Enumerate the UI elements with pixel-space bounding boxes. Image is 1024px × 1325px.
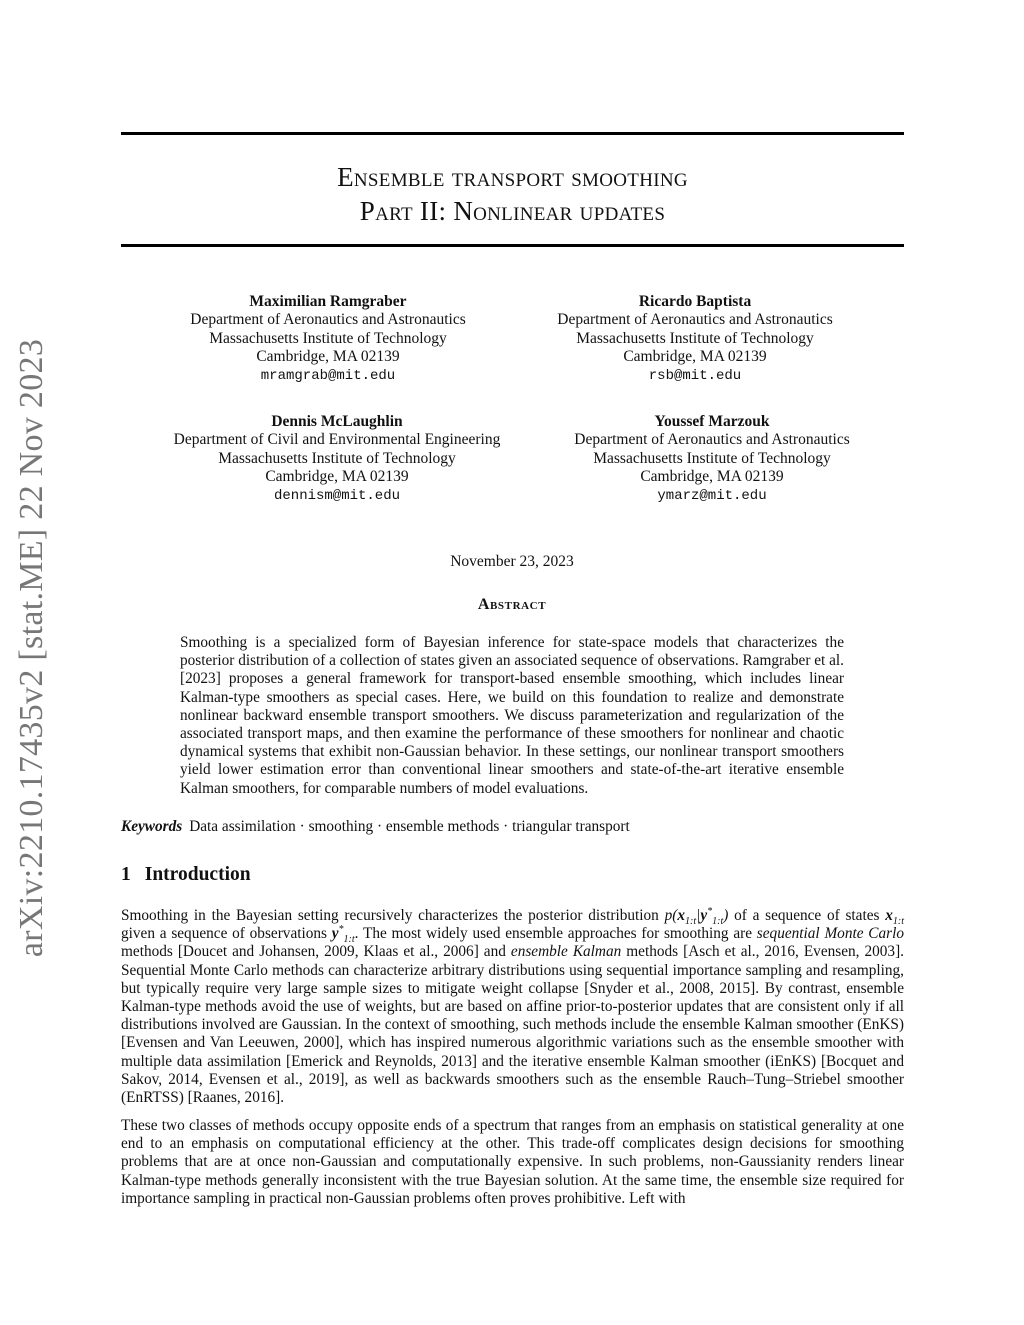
states-formula [885,907,904,928]
author-address: Cambridge, MA 02139 [623,348,767,366]
intro-p1-text-6: methods [Asch et al., 2016, Evensen, 2003]. Sequential Monte Carlo methods can characterize arbitrary distributions using sequential importance sampling and resampling, but typically require very large sample sizes to mitigate weight collapse [Snyder et al., 2008, 2015]. By contrast, ensemble Kalman-type methods avoid the use of weights, but are based on affine prior-to-posterior updates that are consistent only if all distributions involved are Gaussian. In the context of smoothing, such methods include the ensemble Kalman smoother (EnKS) [Evensen and Van Leeuwen, 2000], which has inspired numerous algorithmic variations such as the ensemble smoother with multiple data assimilation [Emerick and Reynolds, 2013] and the iterative ensemble Kalman smoother (iEnKS) [Bocquet and Sakov, 2014, Evensen et al., 2019], as well as backwards smoothers such as the ensemble Rauch–Tung–Striebel smoother (EnRTSS) [Raanes, 2016]. [121,943,904,1107]
arxiv-identifier-stamp [2,338,62,958]
author-block-4 [512,413,912,505]
intro-p1-text-4: . The most widely used ensemble approaches for smoothing are [354,925,757,943]
author-department: Department of Civil and Environmental Engineering [173,431,501,449]
abstract-heading: Abstract [477,596,547,613]
section-number: 1 [121,864,131,885]
section-title: Introduction [144,864,251,885]
author-block-3 [137,413,537,505]
math-p: p [664,907,673,924]
author-name: Ricardo Baptista [638,293,752,310]
posterior-formula: $p(x_{1:t}|y^*_{1:t})$ [664,905,729,928]
paper-title [121,160,904,228]
intro-p1-text-1: Smoothing in the Bayesian setting recursively characterizes the posterior distribution [121,907,665,924]
author-block-2 [495,293,895,385]
section-heading-introduction [121,864,251,886]
math-sub: 1:t [343,934,355,946]
author-email: mramgrab@mit.edu [260,367,396,384]
math-sub: 1:t [685,916,697,928]
math-x: x [885,907,893,924]
author-institution: Massachusetts Institute of Technology [218,449,456,467]
author-block-1 [128,293,528,385]
intro-p1-text-5: methods [Doucet and Johansen, 2009, Klaas et al., 2006] and [121,943,511,961]
math-star: * [338,924,344,936]
math-star: * [707,905,713,917]
math-sub: 1:t [892,916,904,928]
intro-p1-text-3: given a sequence of observations [121,925,332,943]
author-name: Youssef Marzouk [654,413,770,430]
author-name: Dennis McLaughlin [271,413,403,430]
author-email: ymarz@mit.edu [657,487,767,504]
keywords-line [121,818,630,836]
abstract-text: Smoothing is a specialized form of Bayesian inference for state-space models that characterizes the posterior distribution of a collection of states given an associated sequence of observations. Ramgraber et al. [2023] proposes a general framework for transport-based ensemble smoothing, which includes linear Kalman-type smoothers as special cases. Here, we build on this foundation to realize and demonstrate nonlinear backward ensemble transport smoothers. We discuss parameterization and regularization of the associated transport maps, and then examine the performance of these smoothers for nonlinear and chaotic dynamical systems that exhibit non-Gaussian behavior. In these settings, our nonlinear transport smoothers yield lower estimation error than conventional linear smoothers and state-of-the-art iterative ensemble Kalman smoothers, for comparable numbers of model evaluations. [180,634,844,797]
author-address: Cambridge, MA 02139 [265,468,409,486]
author-email: dennism@mit.edu [273,487,401,504]
math-bar: | [696,907,701,924]
title-line-2: Part II: Nonlinear updates [359,196,666,226]
title-line-1: Ensemble transport smoothing [337,162,688,192]
author-institution: Massachusetts Institute of Technology [209,329,447,347]
keywords-label: Keywords [121,818,183,835]
author-name: Maximilian Ramgraber [249,293,407,310]
title-bottom-rule [121,244,904,247]
publication-date: November 23, 2023 [450,553,574,570]
author-department: Department of Aeronautics and Astronautics [190,311,466,329]
author-email: rsb@mit.edu [648,367,742,384]
intro-paragraph-1 [121,907,904,1107]
author-address: Cambridge, MA 02139 [640,468,784,486]
math-x: x [677,907,685,924]
intro-p1-text-2: of a sequence of states [728,907,886,924]
math-y: y [700,907,708,924]
keywords-text: Data assimilation · smoothing · ensemble methods · triangular transport [189,818,630,835]
emphasis-sequential-monte-carlo: sequential Monte Carlo [756,925,904,943]
emphasis-ensemble-kalman: ensemble Kalman [510,943,622,961]
title-top-rule [121,132,904,135]
author-department: Department of Aeronautics and Astronautics [557,311,833,329]
author-institution: Massachusetts Institute of Technology [576,329,814,347]
author-department: Department of Aeronautics and Astronautics [574,431,850,449]
math-sub: 1:t [712,916,724,928]
math-y: y [331,925,339,943]
intro-paragraph-2: These two classes of methods occupy opposite ends of a spectrum that ranges from an emphasis on statistical generality at one end to an emphasis on computational efficiency at the other. This trade-off complicates design decisions for smoothing problems that are at once non-Gaussian and computationally expensive. In such problems, non-Gaussianity renders linear Kalman-type methods generally inconsistent with the true Bayesian solution. At the same time, the ensemble size required for importance sampling in practical non-Gaussian problems often proves prohibitive. Left with [121,1117,904,1207]
author-institution: Massachusetts Institute of Technology [593,449,831,467]
arxiv-identifier-text: arXiv:2210.17435v2 [stat.ME] 22 Nov 2023 [13,338,50,958]
observations-formula [331,924,355,946]
author-address: Cambridge, MA 02139 [256,348,400,366]
